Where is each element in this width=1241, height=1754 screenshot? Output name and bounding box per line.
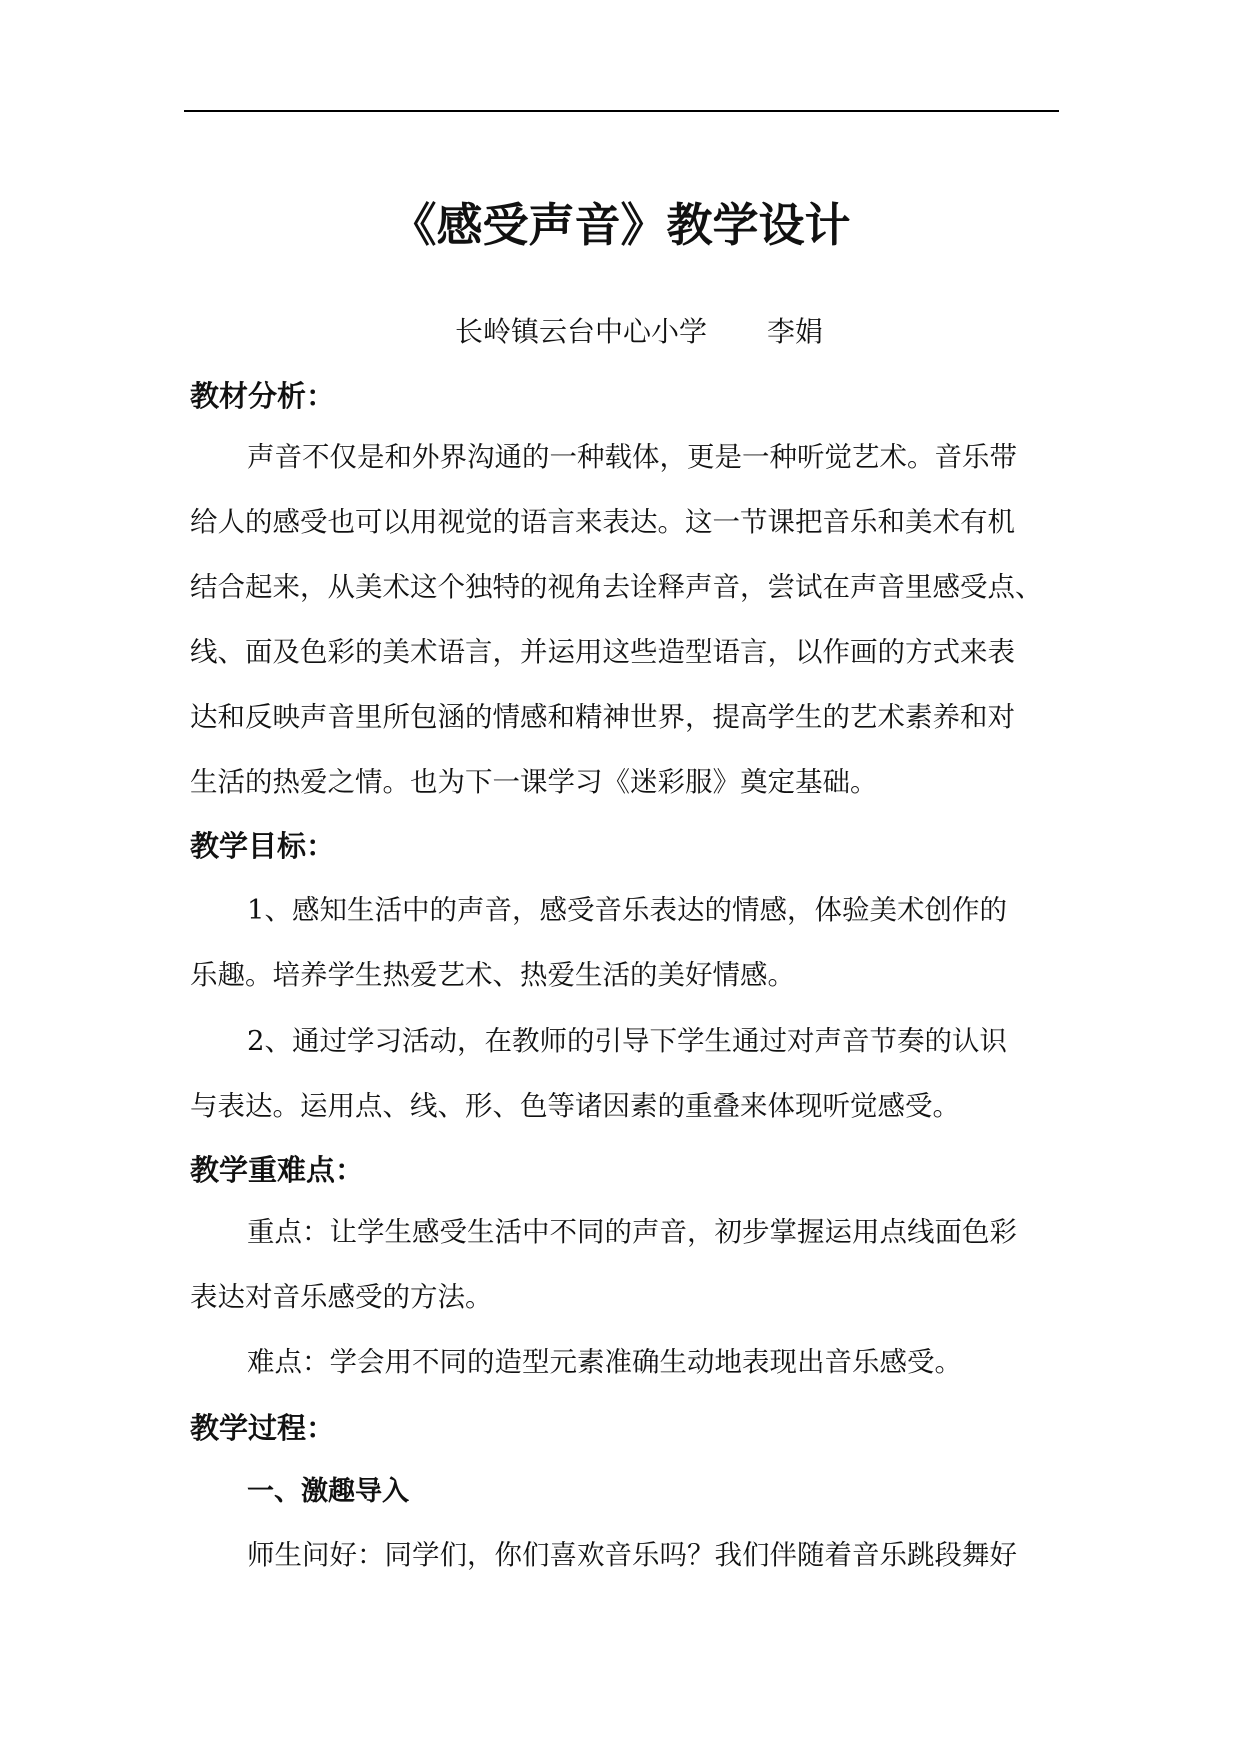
section-heading-key-difficulties: 教学重难点： bbox=[190, 1153, 365, 1187]
section-heading-teaching-process: 教学过程： bbox=[190, 1411, 336, 1445]
paragraph-line: 师生问好：同学们，你们喜欢音乐吗？我们伴随着音乐跳段舞好 bbox=[247, 1539, 1017, 1571]
paragraph-line: 难点：学会用不同的造型元素准确生动地表现出音乐感受。 bbox=[247, 1346, 962, 1378]
school-name: 长岭镇云台中心小学 bbox=[455, 315, 708, 348]
subsection-heading-intro: 一、激趣导入 bbox=[247, 1476, 409, 1507]
paragraph-line: 声音不仅是和外界沟通的一种载体，更是一种听觉艺术。音乐带 bbox=[247, 441, 1017, 473]
paragraph-line: 乐趣。培养学生热爱艺术、热爱生活的美好情感。 bbox=[190, 959, 795, 991]
paragraph-line: 2、通过学习活动，在教师的引导下学生通过对声音节奏的认识 bbox=[247, 1025, 1007, 1057]
paragraph-line: 给人的感受也可以用视觉的语言来表达。这一节课把音乐和美术有机 bbox=[190, 506, 1015, 538]
paragraph-line: 重点：让学生感受生活中不同的声音，初步掌握运用点线面色彩 bbox=[247, 1216, 1017, 1248]
byline bbox=[455, 312, 823, 352]
paragraph-line: 表达对音乐感受的方法。 bbox=[190, 1281, 493, 1313]
paragraph-line: 达和反映声音里所包涵的情感和精神世界，提高学生的艺术素养和对 bbox=[190, 701, 1015, 733]
paragraph-line: 线、面及色彩的美术语言，并运用这些造型语言，以作画的方式来表 bbox=[190, 636, 1015, 668]
section-heading-material-analysis: 教材分析： bbox=[190, 379, 336, 413]
paragraph-line: 1、感知生活中的声音，感受音乐表达的情感，体验美术创作的 bbox=[247, 894, 1007, 926]
document-title: 《感受声音》教学设计 bbox=[390, 198, 851, 252]
paragraph-line: 与表达。运用点、线、形、色等诸因素的重叠来体现听觉感受。 bbox=[190, 1090, 960, 1122]
header-rule bbox=[184, 110, 1059, 112]
section-heading-teaching-goals: 教学目标： bbox=[190, 829, 336, 863]
paragraph-line: 结合起来，从美术这个独特的视角去诠释声音，尝试在声音里感受点、 bbox=[190, 571, 1043, 603]
paragraph-line: 生活的热爱之情。也为下一课学习《迷彩服》奠定基础。 bbox=[190, 766, 878, 798]
author-name: 李娟 bbox=[767, 315, 824, 348]
